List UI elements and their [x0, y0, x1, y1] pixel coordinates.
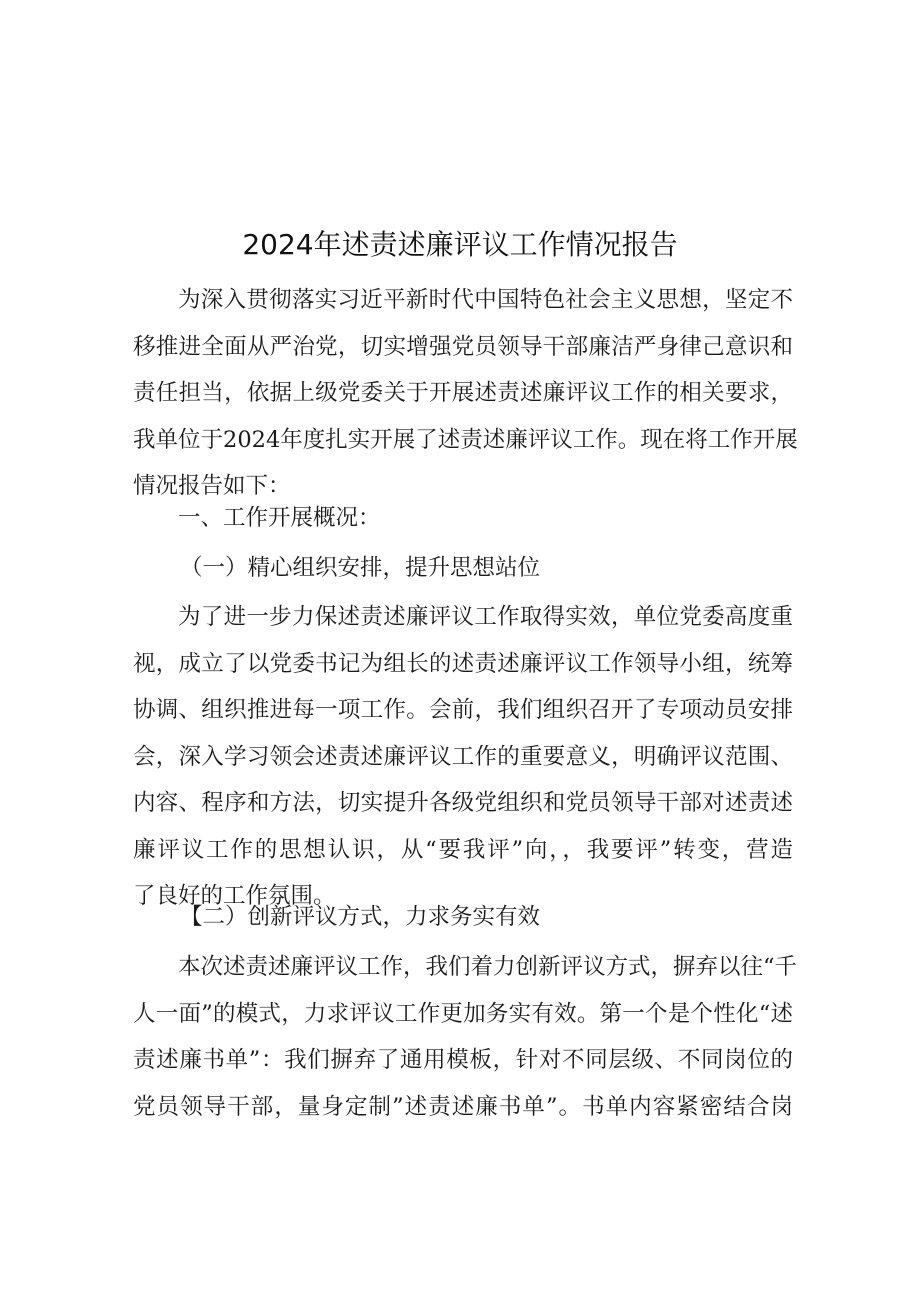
subsection-heading: （一）精心组织安排，提升思想站位	[180, 555, 541, 581]
text-line: 为了进一步力保述责述廉评议工作取得实效，单位党委高度重	[178, 604, 793, 630]
text-line: 协调、组织推进每一项工作。会前，我们组织召开了专项动员安排	[133, 697, 793, 723]
text-line: 会，深入学习领会述责述廉评议工作的重要意义，明确评议范围、	[133, 743, 793, 770]
subsection-heading: 【二）创新评议方式，力求务实有效	[180, 904, 541, 930]
text-line: 情况报告如下：	[133, 473, 291, 499]
text-line: 责任担当，依据上级党委关于开展述责述廉评议工作的相关要求，	[133, 380, 793, 406]
text-line: 内容、程序和方法，切实提升各级党组织和党员领导干部对述责述	[133, 790, 793, 816]
subsection-paragraph	[133, 594, 793, 920]
intro-paragraph	[133, 277, 798, 510]
section-heading: 一、工作开展概况：	[178, 505, 381, 531]
text-line: 移推进全面从严治党，切实增强党员领导干部廉洁严身律己意识和	[133, 333, 793, 360]
text-line: 了良好的工作氛围。	[133, 883, 336, 909]
text-line: 为深入贯彻落实习近平新时代中国特色社会主义思想，坚定不	[178, 287, 793, 313]
text-line: 人一面”的模式，力求评议工作更加务实有效。第一个是个性化“述	[133, 1000, 793, 1027]
text-line: 廉评议工作的思想认识，从“要我评”向，，我要评”转变，营造	[133, 836, 793, 863]
subsection-paragraph	[133, 944, 798, 1130]
text-line: 党员领导干部，量身定制”述责述廉书单”。书单内容紧密结合岗	[133, 1093, 793, 1120]
text-line: 我单位于2024年度扎实开展了述责述廉评议工作。现在将工作开展	[133, 426, 798, 453]
text-line: 视，成立了以党委书记为组长的述责述廉评议工作领导小组，统筹	[133, 650, 793, 677]
document-title: 2024年述责述廉评议工作情况报告	[242, 228, 678, 261]
text-line: 责述廉书单”：我们摒弃了通用模板，针对不同层级、不同岗位的	[133, 1047, 793, 1073]
text-line: 本次述责述廉评议工作，我们着力创新评议方式，摒弃以往“千	[178, 954, 798, 980]
